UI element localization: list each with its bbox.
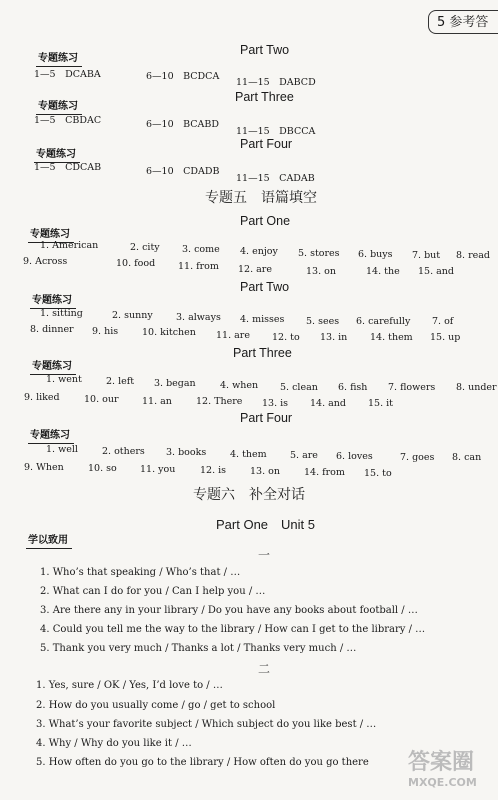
answer-item: 1. well [46, 444, 78, 455]
answer-item: 10. our [84, 394, 119, 405]
watermark-logo [408, 750, 498, 800]
dialogue-answer: 4. Could you tell me the way to the library / How can I get to the library / … [40, 624, 426, 635]
answer-group: 11—15 DBCCA [236, 126, 316, 137]
answer-group: 6—10 BCDCA [146, 71, 220, 82]
practice-tag: 专题练习 [30, 225, 70, 240]
answer-group: 6—10 BCABD [146, 119, 220, 130]
answer-item: 13. is [262, 398, 289, 409]
answer-item: 15. it [368, 398, 393, 409]
page-number-tab: 5 参考答 [428, 10, 498, 34]
answer-item: 8. dinner [30, 324, 74, 335]
answer-item: 11. are [216, 330, 250, 341]
watermark-url: MXQE.COM [408, 776, 477, 789]
answer-item: 8. under [456, 382, 497, 393]
dialogue-answer: 2. What can I do for you / Can I help you / … [40, 586, 266, 597]
answer-item: 8. read [456, 250, 490, 261]
answer-item: 13. on [250, 466, 280, 477]
answer-item: 10. kitchen [142, 327, 196, 338]
answer-item: 3. always [176, 312, 221, 323]
answer-item: 4. them [230, 449, 267, 460]
answer-item: 9. When [24, 462, 64, 473]
answer-item: 14. from [304, 467, 345, 478]
answer-item: 6. fish [338, 382, 368, 393]
topic-heading: 专题六 补全对话 [193, 487, 305, 503]
answer-item: 15. up [430, 332, 461, 343]
answer-item: 9. his [92, 326, 119, 337]
dialogue-answer: 1. Yes, sure / OK / Yes, I’d love to / … [36, 680, 223, 691]
answer-item: 1. sitting [40, 308, 83, 319]
answer-item: 5. stores [298, 248, 340, 259]
answer-item: 14. and [310, 398, 346, 409]
part-heading: Part One [240, 214, 291, 228]
answer-item: 12. to [272, 332, 300, 343]
answer-item: 10. so [88, 463, 117, 474]
part-heading: Part Three [235, 90, 294, 104]
answer-item: 8. can [452, 452, 482, 463]
answer-item: 4. misses [240, 314, 285, 325]
answer-item: 7. of [432, 316, 454, 327]
dialogue-answer: 5. Thank you very much / Thanks a lot / Thanks very much / … [40, 643, 357, 654]
answer-item: 2. sunny [112, 310, 153, 321]
answer-item: 13. in [320, 332, 348, 343]
answer-item: 13. on [306, 266, 336, 277]
answer-group: 11—15 DABCD [236, 77, 316, 88]
answer-item: 2. left [106, 376, 135, 387]
apply-tag: 学以致用 [28, 531, 68, 546]
part-heading: Part Four [240, 411, 293, 425]
answer-item: 2. others [102, 446, 145, 457]
answer-item: 3. began [154, 378, 196, 389]
answer-item: 7. but [412, 250, 441, 261]
answer-item: 5. sees [306, 316, 340, 327]
answer-group: 1—5 CDCAB [34, 162, 102, 173]
answer-item: 10. food [116, 258, 156, 269]
practice-tag: 专题练习 [32, 357, 72, 372]
part-heading: Part Two [240, 280, 290, 294]
answer-item: 3. come [182, 244, 220, 255]
answer-item: 11. from [178, 261, 219, 272]
watermark-text: 答案圈 [408, 750, 475, 775]
answer-item: 3. books [166, 447, 207, 458]
practice-tag: 专题练习 [38, 49, 78, 64]
dialogue-answer: 4. Why / Why do you like it / … [36, 738, 192, 749]
answer-item: 15. and [418, 266, 454, 277]
dialogue-answer: 1. Who’s that speaking / Who’s that / … [40, 567, 241, 578]
answer-item: 12. is [200, 465, 227, 476]
answer-item: 6. carefully [356, 316, 411, 327]
part-heading: Part Three [233, 346, 292, 360]
answer-item: 12. are [238, 264, 272, 275]
answer-item: 12. There [196, 396, 243, 407]
answer-item: 11. you [140, 464, 176, 475]
answer-group: 1—5 DCABA [34, 69, 101, 80]
answer-item: 9. liked [24, 392, 60, 403]
dialogue-answer: 3. What’s your favorite subject / Which subject do you like best / … [36, 719, 377, 730]
answer-item: 6. loves [336, 451, 373, 462]
answer-item: 1. American [40, 240, 99, 251]
dialogue-answer: 3. Are there any in your library / Do you have any books about football / … [40, 605, 418, 616]
answer-item: 5. clean [280, 382, 318, 393]
answer-item: 2. city [130, 242, 160, 253]
practice-tag: 专题练习 [32, 291, 72, 306]
answer-item: 14. the [366, 266, 400, 277]
answer-group: 1—5 CBDAC [34, 115, 102, 126]
topic-heading: 专题五 语篇填空 [205, 190, 317, 206]
section-heading: 一 [258, 548, 271, 562]
answer-item: 4. enjoy [240, 246, 278, 257]
answer-item: 1. went [46, 374, 82, 385]
answer-item: 15. to [364, 468, 392, 479]
practice-tag: 专题练习 [30, 426, 70, 441]
part-heading: Part One Unit 5 [216, 517, 315, 532]
part-heading: Part Four [240, 137, 293, 151]
answer-item: 7. goes [400, 452, 435, 463]
practice-tag: 专题练习 [36, 145, 76, 160]
answer-item: 4. when [220, 380, 259, 391]
answer-group: 6—10 CDADB [146, 166, 220, 177]
dialogue-answer: 5. How often do you go to the library / How often do you go there [36, 757, 369, 768]
dialogue-answer: 2. How do you usually come / go / get to school [36, 700, 276, 711]
practice-tag: 专题练习 [38, 97, 78, 112]
answer-item: 14. them [370, 332, 413, 343]
answer-item: 7. flowers [388, 382, 436, 393]
answer-group: 11—15 CADAB [236, 173, 315, 184]
part-heading: Part Two [240, 43, 290, 57]
answer-item: 6. buys [358, 249, 393, 260]
answer-item: 9. Across [23, 256, 68, 267]
answer-item: 5. are [290, 450, 318, 461]
answer-item: 11. an [142, 396, 172, 407]
section-heading: 二 [258, 662, 271, 676]
